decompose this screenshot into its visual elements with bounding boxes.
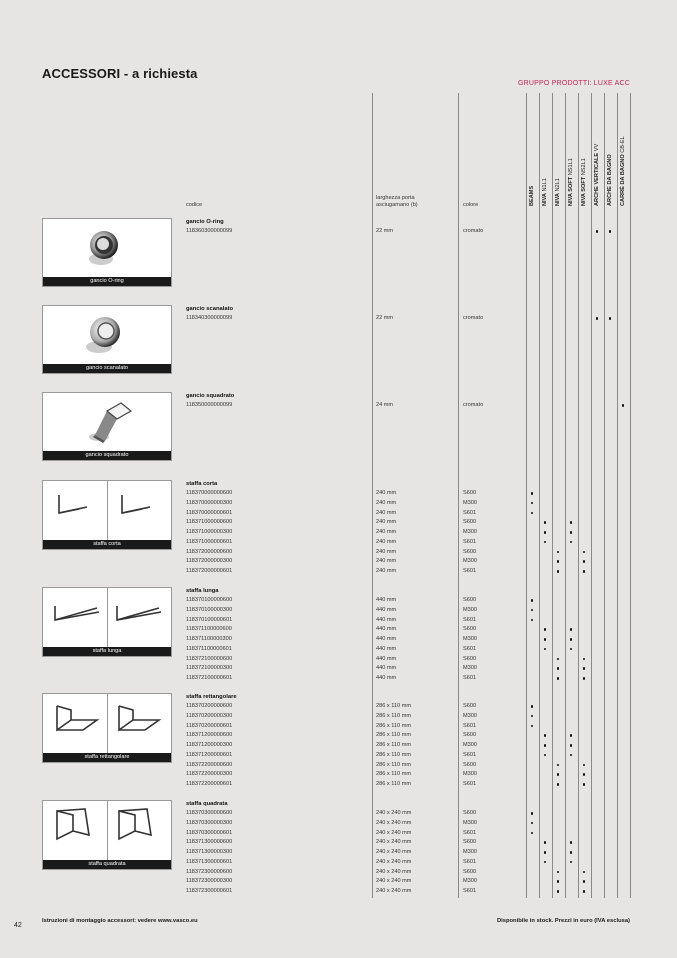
compatibility-dot	[531, 512, 534, 515]
compatibility-dot	[609, 230, 612, 233]
product-code: 118372300000300	[186, 878, 233, 885]
product-width: 286 x 110 mm	[376, 751, 412, 758]
product-code: 118371100000601	[186, 645, 232, 652]
product-code: 118360300000099	[186, 228, 233, 234]
product-color: S600	[463, 732, 477, 739]
compatibility-dot	[544, 841, 547, 844]
product-color: S601	[463, 722, 477, 729]
product-color: M300	[463, 849, 477, 855]
product-width: 240 mm	[376, 490, 397, 496]
column-divider	[604, 93, 605, 898]
product-width: 240 x 240 mm	[376, 888, 412, 894]
column-header	[542, 178, 548, 206]
product-code: 118372300000600	[186, 868, 233, 875]
product-code: 118372000000601	[186, 568, 233, 574]
product-code: 118372100000601	[186, 675, 233, 681]
product-code: 118371100000300	[186, 636, 232, 642]
product-code: 118371000000300	[186, 529, 233, 535]
compatibility-dot	[544, 531, 547, 534]
product-width: 286 x 110 mm	[376, 781, 412, 787]
product-width: 440 mm	[376, 645, 397, 652]
product-width: 286 x 110 mm	[376, 732, 412, 739]
product-width: 286 x 110 mm	[376, 771, 412, 778]
product-code: 118370000000300	[186, 499, 233, 506]
product-width: 440 mm	[376, 597, 397, 603]
compatibility-dot	[570, 851, 573, 854]
compatibility-dot	[570, 841, 573, 844]
product-color: S601	[463, 538, 477, 545]
product-color: S601	[463, 675, 477, 681]
product-group-label: GRUPPO PRODOTTI: LUXE ACC	[518, 80, 630, 87]
compatibility-dot	[583, 890, 586, 893]
product-color: S600	[463, 655, 477, 662]
product-code: 118370000000601	[186, 509, 233, 516]
compatibility-dot	[570, 541, 573, 544]
product-width: 240 x 240 mm	[376, 839, 412, 846]
product-width: 440 mm	[376, 665, 397, 672]
product-color: M300	[463, 606, 477, 613]
compatibility-dot	[596, 230, 599, 233]
product-name: gancio squadrato	[186, 393, 235, 399]
product-code: 118371300000601	[186, 858, 233, 865]
product-color: M300	[463, 819, 477, 826]
product-code: 118370000000600	[186, 490, 233, 496]
compatibility-dot	[531, 599, 534, 602]
product-color: S601	[463, 751, 477, 758]
compatibility-dot	[557, 890, 560, 893]
compatibility-dot	[583, 570, 586, 573]
compatibility-dot	[570, 734, 573, 737]
product-width: 440 mm	[376, 626, 397, 633]
product-color: S600	[463, 548, 477, 555]
column-header	[555, 178, 561, 206]
compatibility-dot	[583, 773, 586, 776]
product-code: 118370100000600	[186, 597, 233, 603]
compatibility-dot	[557, 560, 560, 563]
compatibility-dot	[583, 667, 586, 670]
compatibility-dot	[557, 570, 560, 573]
compatibility-dot	[544, 851, 547, 854]
product-width: 440 mm	[376, 655, 397, 662]
column-header	[568, 158, 574, 206]
product-image	[42, 587, 172, 657]
product-color: S601	[463, 568, 477, 574]
product-width: 286 x 110 mm	[376, 703, 412, 709]
product-color: S601	[463, 829, 477, 836]
product-color: M300	[463, 636, 477, 642]
grooved-hook-icon	[43, 310, 171, 365]
compatibility-dot	[557, 551, 560, 554]
product-code: 118371000000600	[186, 519, 233, 526]
footer-stock-note: Disponibile in stock. Prezzi in euro (IVA esclusa)	[496, 918, 630, 924]
product-width: 240 mm	[376, 509, 397, 516]
compatibility-dot	[583, 658, 586, 661]
header-colore: colore	[463, 202, 479, 208]
header-larghezza-line2: asciugamano (b)	[376, 202, 418, 208]
product-code: 118370300000600	[186, 810, 233, 816]
compatibility-dot	[557, 667, 560, 670]
product-code: 118370300000300	[186, 819, 233, 826]
compatibility-dot	[570, 861, 573, 864]
product-caption: staffa quadrata	[43, 860, 171, 869]
compatibility-dot	[544, 541, 547, 544]
compatibility-dot	[557, 658, 560, 661]
product-code: 118371300000300	[186, 849, 233, 855]
product-color: S601	[463, 858, 477, 865]
page-number: 42	[14, 922, 22, 929]
product-code: 118350000000099	[186, 402, 233, 408]
page-title: ACCESSORI - a richiesta	[42, 66, 198, 81]
product-caption: staffa rettangolare	[43, 753, 171, 762]
column-header-bold: NIVA SOFT	[581, 176, 587, 206]
column-header	[620, 136, 626, 206]
compatibility-dot	[544, 754, 547, 757]
square-hook-icon	[43, 397, 171, 452]
product-color: M300	[463, 742, 477, 748]
compatibility-dot	[570, 638, 573, 641]
column-header	[607, 154, 613, 206]
compatibility-dot	[583, 783, 586, 786]
column-header-bold: NIVA SOFT	[568, 176, 574, 206]
product-code: 118370200000601	[186, 722, 233, 729]
product-name: staffa corta	[186, 481, 218, 487]
product-code: 118372000000300	[186, 558, 233, 565]
product-color: S601	[463, 888, 477, 894]
compatibility-dot	[531, 609, 534, 612]
product-color: S601	[463, 616, 477, 623]
compatibility-dot	[544, 521, 547, 524]
product-code: 118372100000300	[186, 665, 233, 672]
o-ring-hook-icon	[43, 223, 171, 278]
column-header-light: NS1L1	[568, 158, 574, 177]
compatibility-dot	[531, 619, 534, 622]
product-color: S600	[463, 626, 477, 633]
compatibility-dot	[544, 648, 547, 651]
product-color: cromato	[463, 228, 484, 234]
product-color: S600	[463, 519, 477, 526]
product-color: S601	[463, 509, 477, 516]
product-code: 118371100000600	[186, 626, 232, 633]
product-width: 240 x 240 mm	[376, 819, 412, 826]
product-code: 118372200000601	[186, 781, 233, 787]
product-color: M300	[463, 771, 477, 778]
column-header	[594, 144, 600, 206]
product-caption: gancio squadrato	[43, 451, 171, 460]
product-code: 118371000000601	[186, 538, 233, 545]
compatibility-dot	[570, 628, 573, 631]
compatibility-dot	[544, 734, 547, 737]
product-caption: gancio O-ring	[43, 277, 171, 286]
product-width: 240 mm	[376, 529, 397, 535]
product-code: 118371300000600	[186, 839, 233, 846]
product-width: 240 mm	[376, 548, 397, 555]
compatibility-dot	[583, 560, 586, 563]
compatibility-dot	[583, 871, 586, 874]
column-header-light: N2L1	[555, 178, 561, 194]
compatibility-dot	[570, 744, 573, 747]
image-divider	[107, 694, 108, 753]
compatibility-dot	[557, 783, 560, 786]
column-header-light: NS2L1	[581, 158, 587, 177]
product-image	[42, 800, 172, 870]
compatibility-dot	[557, 764, 560, 767]
product-width: 22 mm	[376, 315, 394, 321]
compatibility-dot	[531, 725, 534, 728]
compatibility-dot	[583, 677, 586, 680]
column-header-light: N1L1	[542, 178, 548, 194]
product-width: 240 x 240 mm	[376, 878, 412, 885]
product-color: S600	[463, 761, 477, 768]
product-color: S600	[463, 839, 477, 846]
compatibility-dot	[531, 715, 534, 718]
compatibility-dot	[544, 628, 547, 631]
image-divider	[107, 801, 108, 860]
product-width: 240 mm	[376, 558, 397, 565]
product-width: 440 mm	[376, 675, 397, 681]
column-header	[581, 158, 587, 206]
compatibility-dot	[544, 638, 547, 641]
product-code: 118371200000601	[186, 751, 233, 758]
product-code: 118370100000300	[186, 606, 233, 613]
column-header	[529, 186, 535, 206]
product-color: S600	[463, 810, 477, 816]
compatibility-dot	[583, 551, 586, 554]
product-color: M300	[463, 499, 477, 506]
product-width: 240 mm	[376, 499, 397, 506]
compatibility-dot	[531, 502, 534, 505]
column-header-bold: ARCHE VERTICALE	[594, 152, 600, 206]
compatibility-dot	[531, 832, 534, 835]
column-divider	[539, 93, 540, 898]
product-name: staffa lunga	[186, 588, 219, 594]
header-larghezza	[376, 195, 418, 209]
compatibility-dot	[557, 677, 560, 680]
product-width: 240 x 240 mm	[376, 849, 412, 855]
product-color: S601	[463, 781, 477, 787]
product-color: M300	[463, 712, 477, 719]
product-code: 118370300000601	[186, 829, 233, 836]
product-color: cromato	[463, 315, 484, 321]
column-header-bold: NIVA	[555, 193, 561, 206]
product-width: 240 mm	[376, 568, 397, 574]
product-color: S600	[463, 703, 477, 709]
column-header-bold: NIVA	[542, 193, 548, 206]
compatibility-dot	[557, 773, 560, 776]
compatibility-dot	[622, 404, 625, 407]
product-width: 440 mm	[376, 616, 397, 623]
product-image	[42, 480, 172, 550]
column-header-bold: ARCHE DA BAGNO	[607, 154, 613, 206]
compatibility-dot	[544, 861, 547, 864]
column-divider	[552, 93, 553, 898]
header-codice: codice	[186, 202, 203, 208]
product-width: 240 x 240 mm	[376, 810, 412, 816]
compatibility-dot	[609, 317, 612, 320]
product-code: 118372300000601	[186, 888, 233, 894]
product-code: 118371200000300	[186, 742, 233, 748]
product-code: 118370200000300	[186, 712, 233, 719]
compatibility-dot	[583, 880, 586, 883]
product-color: S601	[463, 645, 477, 652]
compatibility-dot	[570, 521, 573, 524]
compatibility-dot	[557, 880, 560, 883]
compatibility-dot	[544, 744, 547, 747]
image-divider	[107, 588, 108, 647]
product-width: 24 mm	[376, 402, 394, 408]
compatibility-dot	[570, 531, 573, 534]
compatibility-dot	[531, 822, 534, 825]
product-image	[42, 305, 172, 374]
product-name: gancio O-ring	[186, 219, 224, 225]
compatibility-dot	[596, 317, 599, 320]
compatibility-dot	[531, 812, 534, 815]
product-caption: gancio scanalato	[43, 364, 171, 373]
product-image	[42, 392, 172, 461]
product-width: 240 mm	[376, 538, 397, 545]
column-divider	[578, 93, 579, 898]
column-divider	[458, 93, 459, 898]
footer-assembly-note: Istruzioni di montaggio accessori: vedere www.vasco.eu	[42, 918, 198, 924]
product-width: 240 x 240 mm	[376, 829, 412, 836]
column-divider	[526, 93, 527, 898]
product-color: cromato	[463, 402, 484, 408]
product-color: S600	[463, 490, 477, 496]
column-divider	[372, 93, 373, 898]
product-width: 286 x 110 mm	[376, 742, 412, 748]
product-code: 118340300000099	[186, 315, 233, 321]
product-image	[42, 218, 172, 287]
compatibility-dot	[531, 492, 534, 495]
product-width: 286 x 110 mm	[376, 722, 412, 729]
product-code: 118370200000600	[186, 703, 233, 709]
compatibility-dot	[583, 764, 586, 767]
compatibility-dot	[531, 705, 534, 708]
product-code: 118372200000600	[186, 761, 233, 768]
product-caption: staffa corta	[43, 540, 171, 549]
product-width: 22 mm	[376, 228, 394, 234]
product-width: 286 x 110 mm	[376, 712, 412, 719]
column-header-light: VV	[594, 143, 600, 153]
product-code: 118370100000601	[186, 616, 233, 623]
product-name: staffa quadrata	[186, 801, 228, 807]
product-color: S600	[463, 597, 477, 603]
product-code: 118371200000600	[186, 732, 233, 739]
product-width: 240 x 240 mm	[376, 858, 412, 865]
compatibility-dot	[570, 648, 573, 651]
compatibility-dot	[557, 871, 560, 874]
product-color: S600	[463, 868, 477, 875]
product-image	[42, 693, 172, 763]
column-divider	[565, 93, 566, 898]
column-header-bold: CARRÈ DA BAGNO	[620, 154, 626, 206]
product-width: 440 mm	[376, 636, 397, 642]
product-width: 440 mm	[376, 606, 397, 613]
product-color: M300	[463, 529, 477, 535]
product-color: M300	[463, 665, 477, 672]
column-divider	[591, 93, 592, 898]
product-color: M300	[463, 878, 477, 885]
column-divider	[617, 93, 618, 898]
product-width: 240 mm	[376, 519, 397, 526]
column-header-light: CB-EL	[620, 136, 626, 155]
product-color: M300	[463, 558, 477, 565]
product-name: staffa rettangolare	[186, 694, 237, 700]
column-divider	[630, 93, 631, 898]
header-larghezza-line1: larghezza porta	[376, 195, 415, 201]
product-code: 118372100000600	[186, 655, 233, 662]
product-name: gancio scanalato	[186, 306, 234, 312]
product-caption: staffa lunga	[43, 647, 171, 656]
product-width: 286 x 110 mm	[376, 761, 412, 768]
product-code: 118372200000300	[186, 771, 233, 778]
image-divider	[107, 481, 108, 540]
column-header-bold: BEAMS	[529, 185, 535, 206]
product-code: 118372000000600	[186, 548, 233, 555]
product-width: 240 x 240 mm	[376, 868, 412, 875]
compatibility-dot	[570, 754, 573, 757]
